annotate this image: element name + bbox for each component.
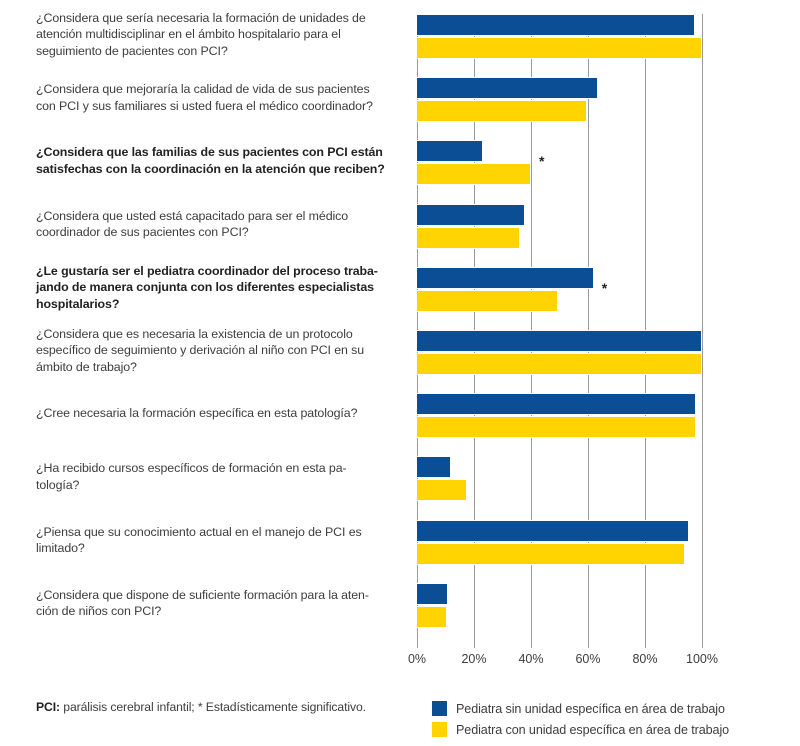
x-tick-label-60pct: 60% (575, 652, 601, 666)
significance-asterisk-category5: * (601, 279, 608, 296)
footnote (36, 700, 416, 714)
question-label-5-line-1: ¿Le gustaría ser el pediatra coordinador del proceso traba- (36, 263, 378, 278)
question-label-10 (36, 587, 396, 620)
x-tick-label-100pct: 100% (686, 652, 718, 666)
legend-swatch-icon-2 (432, 722, 447, 737)
bar-series1-category3 (417, 140, 483, 162)
bar-series1-category9 (417, 520, 689, 542)
footnote-abbr-key: PCI: (36, 700, 60, 714)
question-label-1-line-2: atención multidisciplinar en el ámbito hospitalario para el (36, 27, 341, 42)
bar-series1-category6 (417, 330, 702, 352)
legend-label-1: Pediatra sin unidad específica en área de trabajo (456, 701, 725, 716)
bar-series2-category2 (417, 100, 587, 122)
gridline-100pct (702, 14, 703, 648)
significance-asterisk-category3: * (539, 153, 545, 170)
legend-item-2[interactable] (432, 719, 792, 740)
question-label-2-line-2: con PCI y sus familiares si usted fuera el médico coordinador? (36, 98, 373, 113)
bar-series2-category1 (417, 37, 702, 59)
question-label-5-line-2: jando de manera conjunta con los diferentes especialistas (36, 280, 374, 295)
chart-legend (432, 698, 792, 740)
question-label-3-line-1: ¿Considera que las familias de sus pacientes con PCI están (36, 145, 383, 160)
question-label-1-line-1: ¿Considera que sería necesaria la formación de unidades de (36, 10, 366, 25)
bar-series1-category1 (417, 14, 695, 36)
question-label-6 (36, 326, 396, 376)
question-label-8-line-1: ¿Ha recibido cursos específicos de formación en esta pa- (36, 461, 347, 476)
bar-series1-category2 (417, 77, 598, 99)
question-label-3-line-2: satisfechas con la coordinación en la atención que reciben? (36, 161, 385, 176)
question-label-column (0, 0, 406, 660)
x-axis-tick-labels (406, 652, 800, 674)
question-label-7-line-1: ¿Cree necesaria la formación específica en esta patología? (36, 406, 358, 421)
legend-item-1[interactable] (432, 698, 792, 719)
question-label-4-line-2: coordinador de sus pacientes con PCI? (36, 225, 249, 240)
question-label-5-line-3: hospitalarios? (36, 296, 120, 311)
question-label-6-line-1: ¿Considera que es necesaria la existencia de un protocolo (36, 326, 353, 341)
question-label-4 (36, 208, 396, 241)
bar-series1-category10 (417, 583, 448, 605)
bar-series2-category8 (417, 479, 467, 501)
bar-series2-category7 (417, 416, 696, 438)
question-label-1-line-3: seguimiento de pacientes con PCI? (36, 43, 228, 58)
bar-series2-category3 (417, 163, 531, 185)
question-label-8-line-2: tología? (36, 477, 80, 492)
bar-series1-category8 (417, 456, 451, 478)
bar-series2-category9 (417, 543, 685, 565)
bar-series2-category6 (417, 353, 702, 375)
x-tick-label-20pct: 20% (461, 652, 487, 666)
legend-swatch-icon-1 (432, 701, 447, 716)
bar-series2-category5 (417, 290, 558, 312)
question-label-7 (36, 405, 396, 422)
x-tick-label-80pct: 80% (632, 652, 658, 666)
question-label-2-line-1: ¿Considera que mejoraría la calidad de vida de sus pacientes (36, 82, 370, 97)
question-label-2 (36, 81, 396, 114)
bar-series2-category4 (417, 227, 520, 249)
bar-series2-category10 (417, 606, 447, 628)
question-label-8 (36, 460, 396, 493)
plot-area (406, 0, 800, 660)
legend-label-2: Pediatra con unidad específica en área de trabajo (456, 722, 730, 737)
question-label-9-line-2: limitado? (36, 541, 85, 556)
bar-series1-category4 (417, 204, 525, 226)
question-label-10-line-1: ¿Considera que dispone de suficiente formación para la aten- (36, 587, 369, 602)
question-label-5 (36, 263, 396, 313)
question-label-6-line-2: específico de seguimiento y derivación al niño con PCI en su (36, 343, 365, 358)
question-label-9-line-1: ¿Piensa que su conocimiento actual en el manejo de PCI es (36, 524, 362, 539)
question-label-3 (36, 144, 396, 177)
x-tick-label-40pct: 40% (518, 652, 544, 666)
footnote-abbr-text: parálisis cerebral infantil; * Estadísticamente significativo. (59, 700, 366, 714)
bar-series1-category7 (417, 393, 696, 415)
question-label-10-line-2: ción de niños con PCI? (36, 604, 162, 619)
x-tick-label-0pct: 0% (407, 652, 427, 666)
question-label-6-line-3: ámbito de trabajo? (36, 359, 137, 374)
question-label-1 (36, 10, 396, 60)
question-label-9 (36, 524, 396, 557)
bar-series1-category5 (417, 267, 594, 289)
question-label-4-line-1: ¿Considera que usted está capacitado para ser el médico (36, 208, 349, 223)
